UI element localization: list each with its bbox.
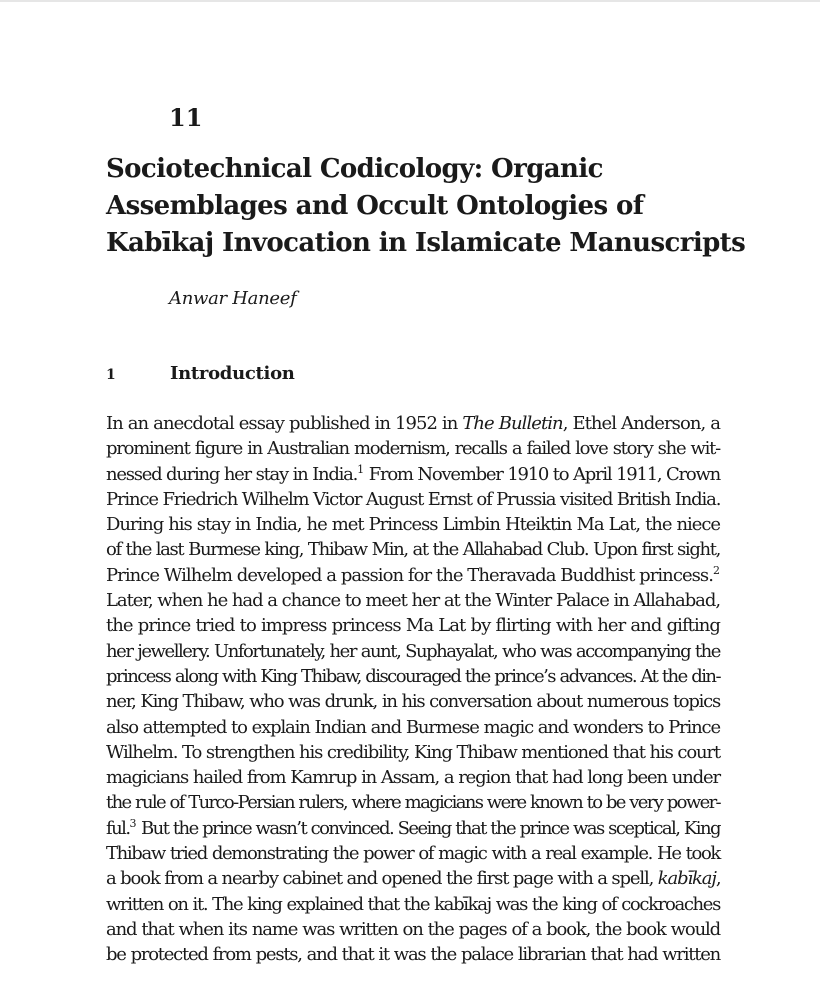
- text-line: nessed during her stay in India.$^1$ From November 1910 to April 1911, Crown: [106, 462, 720, 485]
- text-line: a book from a nearby cabinet and opened the first page with a spell, kabīkaj,: [106, 868, 721, 890]
- text-line: During his stay in India, he met Princess Limbin Hteiktin Ma Lat, the niece: [106, 514, 720, 536]
- footnote-ref: 3: [129, 816, 137, 830]
- section-number: 1: [106, 367, 116, 383]
- chapter-author: Anwar Haneef: [169, 288, 297, 309]
- text-line: also attempted to explain Indian and Burmese magic and wonders to Prince: [106, 716, 720, 738]
- chapter-number: 11: [169, 103, 203, 132]
- text-line: the rule of Turco-Persian rulers, where magicians were known to be very power-: [106, 792, 720, 814]
- text-line: magicians hailed from Kamrup in Assam, a region that had long been under: [106, 767, 720, 789]
- chapter-title: Sociotechnical Codicology: Organic Assemblages and Occult Ontologies of Kabīkaj Invocation in Islamicate Manuscripts: [106, 154, 746, 258]
- text-line: and that when its name was written on the pages of a book, the book would: [106, 918, 720, 940]
- footnote-ref: 1: [357, 462, 365, 476]
- text-line: her jewellery. Unfortunately, her aunt, Suphayalat, who was accompanying the: [106, 640, 720, 662]
- text-line: of the last Burmese king, Thibaw Min, at the Allahabad Club. Upon first sight,: [106, 539, 720, 561]
- footnote-ref: 2: [713, 563, 720, 577]
- text-line: princess along with King Thibaw, discouraged the prince’s advances. At the din-: [106, 665, 720, 687]
- text-line: the prince tried to impress princess Ma Lat by flirting with her and gifting: [106, 615, 720, 637]
- text-line: ner, King Thibaw, who was drunk, in his conversation about numerous topics: [106, 691, 720, 713]
- spell-term: kabīkaj: [657, 868, 716, 890]
- journal-title: The Bulletin: [462, 413, 563, 434]
- text-line: In an anecdotal essay published in 1952 in The Bulletin, Ethel Anderson, a: [106, 413, 720, 434]
- body-text: [106, 411, 720, 968]
- text-line: Prince Friedrich Wilhelm Victor August Ernst of Prussia visited British India.: [106, 488, 721, 510]
- top-border: [0, 0, 820, 2]
- text-line: Wilhelm. To strengthen his credibility, King Thibaw mentioned that his court: [106, 741, 720, 763]
- text-line: Thibaw tried demonstrating the power of magic with a real example. He took: [106, 843, 720, 865]
- text-line: be protected from pests, and that it was the palace librarian that had written: [106, 944, 720, 966]
- text-line: Later, when he had a chance to meet her at the Winter Palace in Allahabad,: [106, 590, 720, 612]
- text-line: written on it. The king explained that the kabīkaj was the king of cockroaches: [106, 893, 720, 915]
- text-line: Prince Wilhelm developed a passion for the Theravada Buddhist princess.$^2$: [106, 563, 720, 586]
- section-title: Introduction: [170, 363, 295, 384]
- text-line: prominent figure in Australian modernism, recalls a failed love story she wit-: [106, 438, 720, 460]
- text-line: ful.$^3$ But the prince wasn’t convinced. Seeing that the prince was sceptical, King: [106, 816, 720, 839]
